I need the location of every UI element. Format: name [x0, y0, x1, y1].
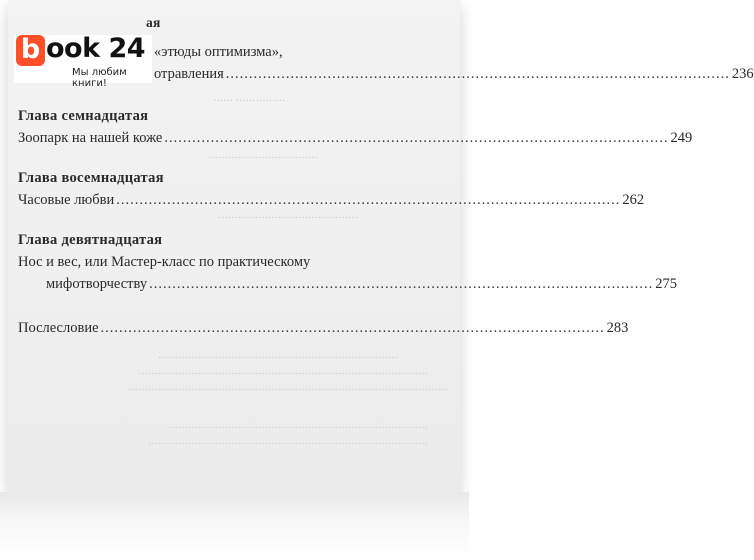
- bleed-through-text: ……………………………………: [218, 210, 358, 221]
- toc-page-number: 262: [622, 192, 645, 208]
- toc-title-line: «этюды оптимизма»,: [154, 44, 283, 60]
- toc-entry: [18, 192, 645, 209]
- bleed-through-text: …………………………………………………………………………: [148, 436, 428, 447]
- leader-dots: .............................................................................................................: [164, 130, 669, 146]
- toc-entry: [46, 276, 677, 293]
- bleed-through-text: ……………………………: [208, 150, 318, 161]
- logo-wordmark: ook 24: [46, 33, 146, 64]
- toc-entry-title: отравления: [154, 66, 224, 82]
- toc-entry: [18, 130, 693, 147]
- bleed-through-text: ………………………………………………………………: [158, 350, 398, 361]
- logo-tagline: Мы любим книги!: [72, 67, 127, 89]
- leader-dots: .............................................................................................................: [225, 66, 730, 82]
- chapter-heading: Глава девятнадцатая: [18, 232, 163, 248]
- partial-chapter-heading: ая: [146, 15, 161, 30]
- book24-logo: [14, 33, 152, 89]
- leader-dots: .............................................................................................................: [149, 276, 654, 292]
- leader-dots: .............................................................................................................: [116, 192, 621, 208]
- toc-entry-title: Часовые любви: [18, 192, 115, 208]
- bleed-through-text: ……………………………………………………………………: [168, 420, 428, 431]
- toc-entry-title: мифотворчеству: [46, 276, 148, 292]
- toc-entry: [18, 320, 629, 337]
- bleed-through-text: …… ……………: [213, 93, 286, 104]
- bleed-through-text: ……………………………………………………………………………: [138, 366, 428, 377]
- toc-page-number: 283: [606, 320, 629, 336]
- bleed-through-text: ……………………………………………………………………………………: [128, 382, 448, 393]
- toc-entry-title: Послесловие: [18, 320, 99, 336]
- page-shadow: [0, 492, 469, 560]
- logo-b-mark: b: [16, 35, 45, 66]
- leader-dots: .............................................................................................................: [100, 320, 605, 336]
- toc-title-line: Нос и вес, или Мастер-класс по практическому: [18, 254, 311, 270]
- toc-page-number: 249: [670, 130, 693, 146]
- chapter-heading: Глава семнадцатая: [18, 108, 149, 124]
- toc-entry: [154, 66, 754, 83]
- toc-page-number: 236: [731, 66, 754, 82]
- chapter-heading: Глава восемнадцатая: [18, 170, 164, 186]
- toc-page-number: 275: [655, 276, 677, 292]
- toc-entry-title: Зоопарк на нашей коже: [18, 130, 163, 146]
